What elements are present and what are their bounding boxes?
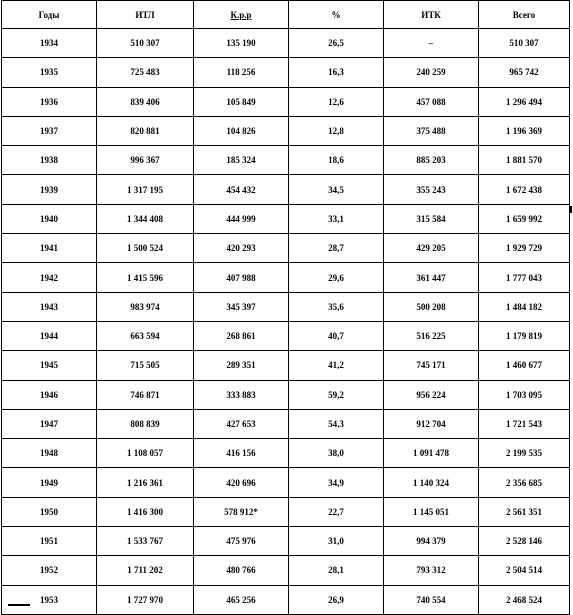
cell-year: 1944 [2,321,97,350]
cell-krr: 135 190 [194,29,289,58]
cell-itk: 793 312 [384,556,479,585]
cell-krr: 465 256 [194,585,289,614]
header-years: Годы [2,1,97,29]
cell-krr: 105 849 [194,87,289,116]
cell-year: 1943 [2,292,97,321]
cell-percent: 29,6 [289,263,384,292]
cell-itk: 429 205 [384,234,479,263]
cell-itl: 1 415 596 [97,263,194,292]
cell-percent: 31,0 [289,527,384,556]
cell-itl: 820 881 [97,116,194,145]
cell-total: 2 468 524 [479,585,570,614]
cell-total: 2 356 685 [479,468,570,497]
cell-itl: 510 307 [97,29,194,58]
table-body [2,29,570,615]
cell-year: 1946 [2,380,97,409]
cell-krr: 333 883 [194,380,289,409]
cell-itk: 745 171 [384,351,479,380]
cell-itl: 1 416 300 [97,497,194,526]
cell-total: 1 929 729 [479,234,570,263]
table-row [2,556,570,585]
cell-percent: 28,1 [289,556,384,585]
cell-percent: 22,7 [289,497,384,526]
cell-total: 510 307 [479,29,570,58]
table-row [2,234,570,263]
cell-total: 1 659 992 [479,204,570,233]
cell-itl: 1 727 970 [97,585,194,614]
cell-itk: 240 259 [384,58,479,87]
cell-krr: 185 324 [194,146,289,175]
table-row [2,29,570,58]
cell-total: 1 703 095 [479,380,570,409]
table-row [2,468,570,497]
table-row [2,585,570,614]
cell-percent: 28,7 [289,234,384,263]
cell-percent: 35,6 [289,292,384,321]
cell-year: 1945 [2,351,97,380]
cell-itl: 725 483 [97,58,194,87]
cell-itl: 1 533 767 [97,527,194,556]
cell-itk: 912 704 [384,409,479,438]
cell-krr: 427 653 [194,409,289,438]
cell-year: 1939 [2,175,97,204]
cell-year: 1938 [2,146,97,175]
cell-itl: 996 367 [97,146,194,175]
cell-itl: 983 974 [97,292,194,321]
data-table [1,0,570,615]
cell-total: 2 528 146 [479,527,570,556]
table-row [2,351,570,380]
table-row [2,409,570,438]
cell-year: 1949 [2,468,97,497]
cell-total: 1 721 543 [479,409,570,438]
cell-total: 2 504 514 [479,556,570,585]
cell-year: 1940 [2,204,97,233]
table-row [2,116,570,145]
cell-krr: 416 156 [194,439,289,468]
table-row [2,527,570,556]
cell-krr: 420 293 [194,234,289,263]
cell-itk: 315 584 [384,204,479,233]
cell-year: 1953 [2,585,97,614]
cell-itk: 516 225 [384,321,479,350]
cell-krr: 104 826 [194,116,289,145]
cell-itk: 457 088 [384,87,479,116]
footnote-mark [8,604,30,606]
cell-itk: 355 243 [384,175,479,204]
table-row [2,146,570,175]
cell-krr: 480 766 [194,556,289,585]
cell-total: 965 742 [479,58,570,87]
cell-itl: 715 505 [97,351,194,380]
cell-itk: 1 091 478 [384,439,479,468]
cell-total: 2 561 351 [479,497,570,526]
table-row [2,292,570,321]
cell-percent: 54,3 [289,409,384,438]
cell-itk: 500 208 [384,292,479,321]
table-row [2,497,570,526]
cell-itl: 839 406 [97,87,194,116]
cell-itl: 1 216 361 [97,468,194,497]
cell-year: 1936 [2,87,97,116]
cell-percent: 34,5 [289,175,384,204]
cell-year: 1934 [2,29,97,58]
cell-krr: 420 696 [194,468,289,497]
table-row [2,87,570,116]
edge-mark [570,206,572,213]
cell-total: 1 777 043 [479,263,570,292]
table-row [2,263,570,292]
cell-percent: 12,8 [289,116,384,145]
cell-percent: 40,7 [289,321,384,350]
cell-itk: – [384,29,479,58]
header-itl: ИТЛ [97,1,194,29]
cell-total: 1 881 570 [479,146,570,175]
table-row [2,175,570,204]
header-row [2,1,570,29]
cell-itk: 885 203 [384,146,479,175]
header-total: Всего [479,1,570,29]
cell-itk: 740 554 [384,585,479,614]
cell-total: 1 196 369 [479,116,570,145]
cell-year: 1952 [2,556,97,585]
cell-percent: 34,9 [289,468,384,497]
table-row [2,380,570,409]
cell-percent: 26,5 [289,29,384,58]
table-row [2,58,570,87]
cell-percent: 38,0 [289,439,384,468]
cell-total: 2 199 535 [479,439,570,468]
cell-year: 1941 [2,234,97,263]
cell-itl: 1 500 524 [97,234,194,263]
header-krr: К.р.р [194,1,289,29]
table-row [2,321,570,350]
cell-itl: 1 108 057 [97,439,194,468]
cell-itk: 1 140 324 [384,468,479,497]
cell-total: 1 179 819 [479,321,570,350]
cell-itk: 361 447 [384,263,479,292]
cell-krr: 407 988 [194,263,289,292]
cell-krr: 578 912* [194,497,289,526]
cell-year: 1950 [2,497,97,526]
cell-year: 1935 [2,58,97,87]
cell-itl: 1 711 202 [97,556,194,585]
cell-krr: 268 861 [194,321,289,350]
table-row [2,204,570,233]
cell-krr: 289 351 [194,351,289,380]
header-itk: ИТК [384,1,479,29]
cell-itk: 994 379 [384,527,479,556]
cell-year: 1942 [2,263,97,292]
cell-percent: 12,6 [289,87,384,116]
cell-percent: 41,2 [289,351,384,380]
cell-itl: 1 344 408 [97,204,194,233]
cell-krr: 118 256 [194,58,289,87]
cell-krr: 454 432 [194,175,289,204]
header-percent: % [289,1,384,29]
cell-year: 1947 [2,409,97,438]
cell-year: 1948 [2,439,97,468]
cell-itl: 663 594 [97,321,194,350]
cell-total: 1 460 677 [479,351,570,380]
cell-krr: 444 999 [194,204,289,233]
cell-krr: 475 976 [194,527,289,556]
cell-percent: 33,1 [289,204,384,233]
cell-total: 1 672 438 [479,175,570,204]
cell-itk: 956 224 [384,380,479,409]
cell-percent: 18,6 [289,146,384,175]
cell-itl: 746 871 [97,380,194,409]
cell-krr: 345 397 [194,292,289,321]
cell-itl: 808 839 [97,409,194,438]
cell-total: 1 296 494 [479,87,570,116]
cell-percent: 59,2 [289,380,384,409]
table-row [2,439,570,468]
cell-total: 1 484 182 [479,292,570,321]
cell-year: 1937 [2,116,97,145]
cell-percent: 16,3 [289,58,384,87]
cell-year: 1951 [2,527,97,556]
cell-itl: 1 317 195 [97,175,194,204]
cell-percent: 26,9 [289,585,384,614]
cell-itk: 1 145 051 [384,497,479,526]
cell-itk: 375 488 [384,116,479,145]
